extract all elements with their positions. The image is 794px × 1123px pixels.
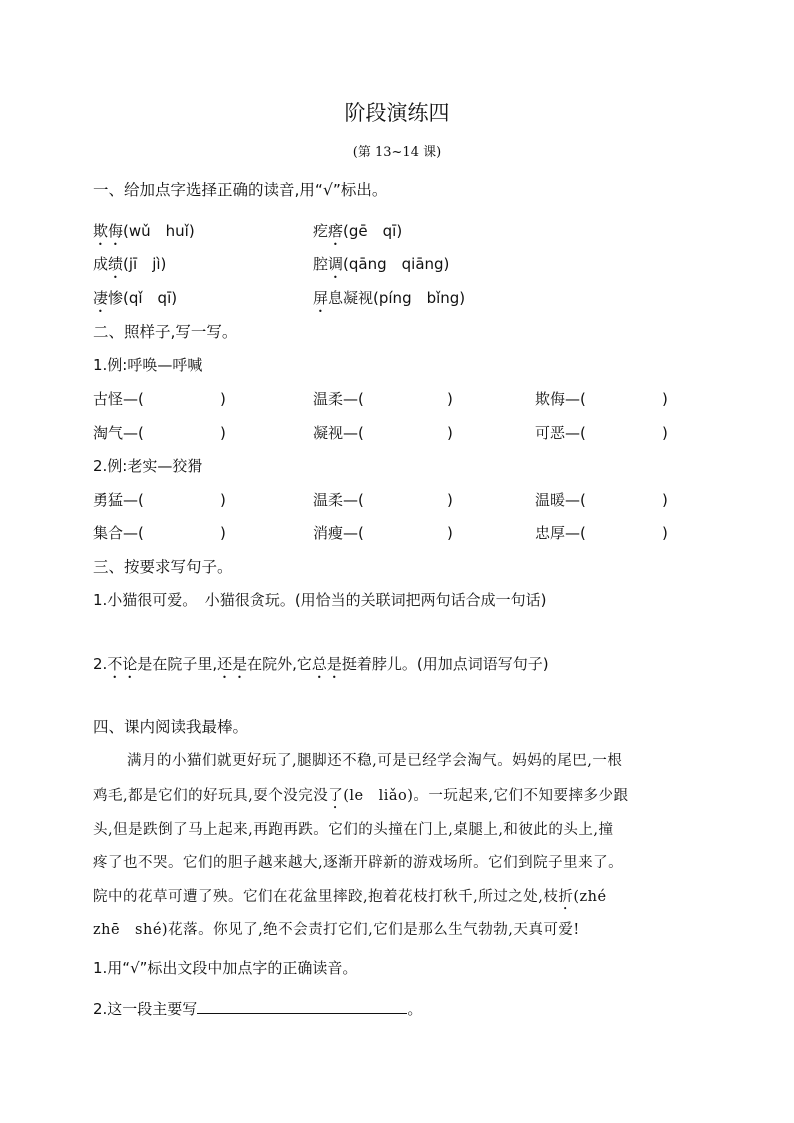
synonym-blank: 凝视—( ) (313, 424, 453, 442)
pinyin-item: 屏息凝视(píng bǐng) (313, 289, 466, 307)
synonym-example: 1.例:呼唤—呼喊 (93, 356, 203, 374)
sentence-question-2: 2.不论是在院子里,还是在院外,它总是挺着脖儿。(用加点词语写句子) (93, 655, 549, 673)
lesson-range: (第 13~14 课) (352, 145, 442, 160)
synonym-blank: 淘气—( ) (93, 424, 226, 442)
antonym-blank: 温暖—( ) (535, 491, 668, 509)
passage-line: 满月的小猫们就更好玩了,腿脚还不稳,可是已经学会淘气。妈妈的尾巴,一根 (127, 753, 623, 769)
page-title: 阶段演练四 (344, 101, 450, 125)
antonym-blank: 集合—( ) (93, 524, 226, 542)
answer-blank-line[interactable] (197, 999, 407, 1014)
antonym-blank: 忠厚—( ) (535, 524, 668, 542)
passage-line: 头,但是跌倒了马上起来,再跑再跌。它们的头撞在门上,桌腿上,和彼此的头上,撞 (93, 822, 614, 838)
antonym-example: 2.例:老实—狡猾 (93, 457, 203, 475)
section-3-heading: 三、按要求写句子。 (93, 558, 233, 576)
antonym-blank: 温柔—( ) (313, 491, 453, 509)
section-2-heading: 二、照样子,写一写。 (93, 323, 238, 341)
pinyin-item: 凄惨(qǐ qī) (93, 289, 178, 307)
reading-question-1: 1.用“√”标出文段中加点字的正确读音。 (93, 959, 358, 977)
passage-line: zhē shé)花落。你见了,绝不会责打它们,它们是那么生气勃勃,天真可爱! (93, 922, 580, 938)
passage-line: 鸡毛,都是它们的好玩具,耍个没完没了(le liǎo)。一玩起来,它们不知要摔多少跟 (93, 788, 629, 804)
reading-question-2: 2.这一段主要写 。 (93, 1000, 423, 1018)
synonym-blank: 欺侮—( ) (535, 390, 668, 408)
synonym-blank: 可恶—( ) (535, 424, 668, 442)
pinyin-item: 成绩(jī jì) (93, 255, 167, 273)
pinyin-item: 欺侮(wǔ huǐ) (93, 222, 195, 240)
pinyin-item: 腔调(qāng qiāng) (313, 255, 450, 273)
passage-line: 院中的花草可遭了殃。它们在花盆里摔跤,抱着花枝打秋千,所过之处,枝折(zhé (93, 889, 607, 905)
synonym-blank: 温柔—( ) (313, 390, 453, 408)
pinyin-item: 疙瘩(gē qī) (313, 222, 403, 240)
section-1-heading: 一、给加点字选择正确的读音,用“√”标出。 (93, 181, 388, 199)
synonym-blank: 古怪—( ) (93, 390, 226, 408)
section-4-heading: 四、课内阅读我最棒。 (93, 718, 249, 736)
sentence-question-1: 1.小猫很可爱。 小猫很贪玩。(用恰当的关联词把两句话合成一句话) (93, 591, 547, 609)
passage-line: 疼了也不哭。它们的胆子越来越大,逐渐开辟新的游戏场所。它们到院子里来了。 (93, 855, 624, 871)
antonym-blank: 勇猛—( ) (93, 491, 226, 509)
antonym-blank: 消瘦—( ) (313, 524, 453, 542)
